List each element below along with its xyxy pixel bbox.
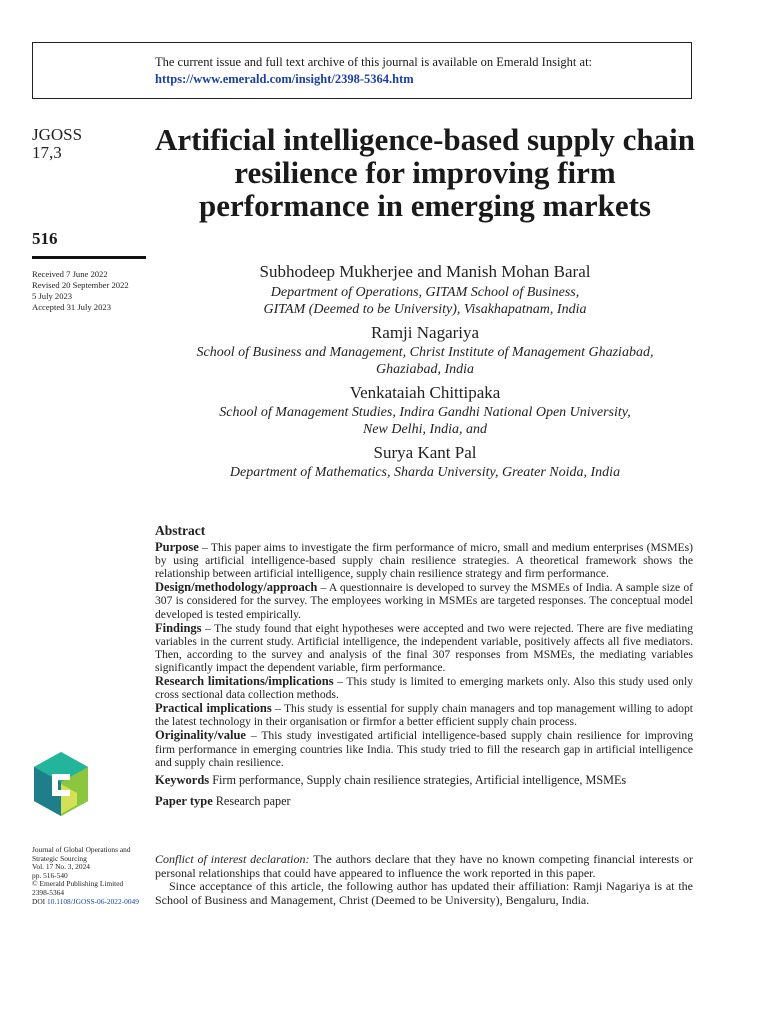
keywords-label: Keywords xyxy=(155,772,210,787)
journal-archive-banner xyxy=(32,42,692,99)
affiliation-update: Since acceptance of this article, the following author has updated their affiliation: Ramji Nagariya is at the School of Business and Management, Christ (Deemed to be University), Bengaluru, India. xyxy=(155,879,693,907)
affiliation: Department of Operations, GITAM School of Business, xyxy=(270,285,580,300)
paper-type-text: Research paper xyxy=(212,793,291,808)
section-text: – The study found that eight hypotheses were accepted and two were rejected. There are five mediating variables in the current study. Artificial intelligence, the independent variable, positively affects all five mediators. Then, according to the survey and analysis of the final 307 responses from MSMEs, the mediating variables significantly impact the dependent variable, firm performance. xyxy=(155,621,693,674)
date-accepted: Accepted 31 July 2023 xyxy=(32,302,111,312)
banner-text xyxy=(155,54,592,88)
section-label: Design/methodology/approach xyxy=(155,580,318,595)
abstract-heading: Abstract xyxy=(155,523,206,538)
keywords xyxy=(155,774,693,787)
banner-line: The current issue and full text archive of this journal is available on Emerald Insight at: xyxy=(155,55,593,69)
section-text: – A questionnaire is developed to survey the MSMEs of India. A sample size of 307 is considered for the survey. The employees working in MSMEs are targeted responses. The conceptual model developed is tested empirically. xyxy=(155,581,693,621)
abstract-findings xyxy=(155,622,693,674)
page-number-rule xyxy=(32,256,146,259)
section-label: Research limitations/implications xyxy=(155,674,334,689)
journal-volume: 17,3 xyxy=(32,143,62,162)
affiliation: New Delhi, India, and xyxy=(362,422,488,437)
abstract-originality xyxy=(155,729,693,768)
affiliation: GITAM (Deemed to be University), Visakhapatnam, India xyxy=(263,302,587,317)
conflict-label: Conflict of interest declaration: xyxy=(155,852,310,866)
affiliation: Department of Mathematics, Sharda University, Greater Noida, India xyxy=(229,465,621,480)
journal-info-line: Strategic Sourcing xyxy=(32,853,87,863)
doi-link[interactable]: 10.1108/JGOSS-06-2022-0049 xyxy=(47,896,139,906)
section-text: – This study is essential for supply chain managers and top management willing to adopt the latest technology in their organisation or firmfor a better efficient supply chain process. xyxy=(155,702,693,729)
section-label: Originality/value xyxy=(155,728,246,743)
author-conjunction: and xyxy=(417,262,442,281)
conflict-statement xyxy=(155,853,693,880)
journal-info-line: © Emerald Publishing Limited xyxy=(32,879,124,889)
paper-type xyxy=(155,795,693,808)
doi-line xyxy=(32,898,152,907)
paper-type-label: Paper type xyxy=(155,793,213,808)
emerald-logo-icon xyxy=(30,750,92,818)
section-label: Purpose xyxy=(155,540,199,555)
journal-info-line: pp. 516-540 xyxy=(32,870,68,880)
abstract-limitations xyxy=(155,675,693,701)
doi-label: DOI xyxy=(32,896,46,906)
date-received: Received 7 June 2022 xyxy=(32,269,108,279)
affiliation: School of Management Studies, Indira Gandhi National Open University, xyxy=(219,405,631,420)
history-dates xyxy=(32,269,129,313)
journal-abbrev: JGOSS xyxy=(32,125,83,144)
abstract xyxy=(155,524,693,808)
keywords-text: Firm performance, Supply chain resilience strategies, Artificial intelligence, MSMEs xyxy=(209,772,627,787)
article-title: Artificial intelligence-based supply chain resilience for improving firm performance in emerging markets xyxy=(155,122,695,223)
author-block xyxy=(155,261,695,481)
date-revised-2: 5 July 2023 xyxy=(32,291,73,301)
section-label: Practical implications xyxy=(155,701,272,716)
journal-info-line: Journal of Global Operations and xyxy=(32,845,131,854)
section-text: – This paper aims to investigate the firm performance of micro, small and medium enterprises (MSMEs) by using artificial intelligence-based supply chain resilience strategies. A theoretical framework shows the relationship between artificial intelligence, supply chain resilience strategy and firm performance. xyxy=(155,541,693,581)
abstract-practical xyxy=(155,702,693,728)
date-revised: Revised 20 September 2022 xyxy=(32,280,129,290)
section-label: Findings xyxy=(155,620,202,635)
abstract-purpose xyxy=(155,541,693,580)
page-number: 516 xyxy=(32,229,58,248)
journal-info xyxy=(32,846,152,906)
author-name: Surya Kant Pal xyxy=(373,443,477,462)
affiliation: Ghaziabad, India xyxy=(376,362,474,377)
banner-link[interactable]: https://www.emerald.com/insight/2398-5364.htm xyxy=(155,72,414,86)
author-line-1 xyxy=(155,261,695,283)
journal-info-line: 2398-5364 xyxy=(32,887,65,897)
journal-code xyxy=(32,126,82,162)
affiliation: School of Business and Management, Christ Institute of Management Ghaziabad, xyxy=(196,345,654,360)
author-name: Ramji Nagariya xyxy=(370,323,480,342)
author-name: Venkataiah Chittipaka xyxy=(349,383,501,402)
author-name: Subhodeep Mukherjee xyxy=(259,262,413,281)
journal-info-line: Vol. 17 No. 3, 2024 xyxy=(32,862,90,872)
conflict-text: The authors declare that they have no known competing financial interests or personal relationships that could have appeared to influence the work reported in this paper. xyxy=(155,852,693,880)
section-text: – This study investigated artificial intelligence-based supply chain resilience for improving firm performance in emerging countries like India. This study tried to fill the research gap in artificial intelligence and supply chain resilience. xyxy=(155,729,693,769)
section-text: – This study is limited to emerging markets only. Also this study used only cross sectional data collection methods. xyxy=(155,675,693,702)
abstract-design xyxy=(155,581,693,620)
conflict-of-interest xyxy=(155,853,693,907)
author-name: Manish Mohan Baral xyxy=(446,262,591,281)
